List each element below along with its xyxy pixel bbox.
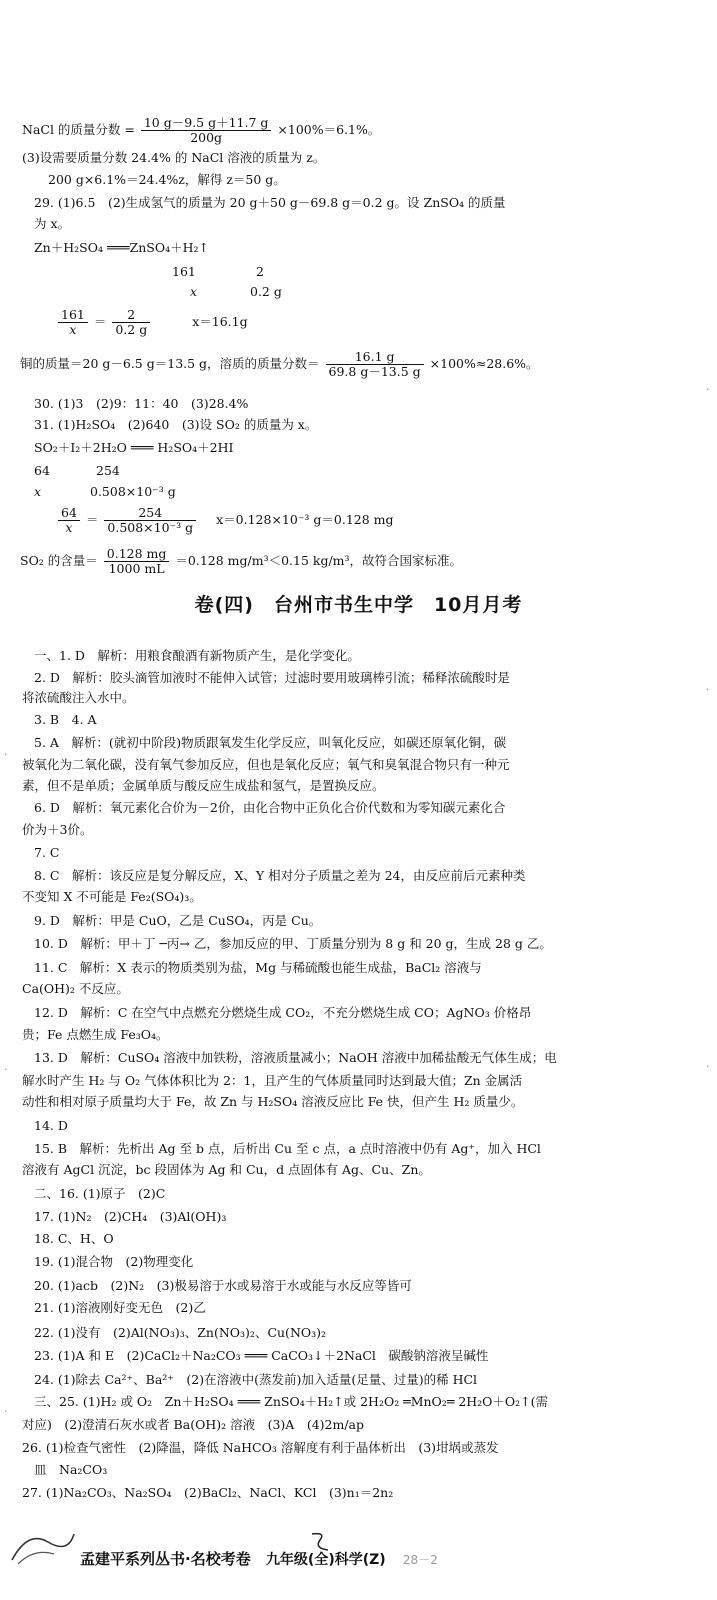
answer-line: 26. (1)检查气密性 (2)降温，降低 NaHCO₃ 溶解度有利于晶体析出 (3)坩埚或蒸发 [22,1440,499,1455]
answer-line: 21. (1)溶液刚好变无色 (2)乙 [34,1300,206,1315]
answer-line: 对应) (2)澄清石灰水或者 Ba(OH)₂ 溶液 (3)A (4)2m/ap [22,1417,364,1432]
q31-proportion: $\frac{64}{x}$ ＝ $\frac{254}{\text{0.508×10⁻³ g}}$ x＝0.128×10⁻³ g＝0.128 mg [56,506,394,535]
answer-line: 解水时产生 H₂ 与 O₂ 气体体积比为 2：1，且产生的气体质量同时达到最大值；Zn 金属活 [22,1073,523,1088]
q28-solve: 200 g×6.1%＝24.4%z，解得 z＝50 g。 [48,172,286,187]
answer-line: 被氧化为二氧化碳，没有氧气参加反应，但也是氧化反应；氧气和臭氧混合物只有一种元 [22,757,510,772]
section-title: 卷(四) 台州市书生中学 10月月考 [194,594,523,616]
q29-proportion: $\frac{161}{x}$ ＝ $\frac{2}{0.2 g}$ x＝16.1g [56,308,248,337]
footer-page-number: 28－2 [402,1553,438,1567]
answer-line: 8. C 解析：该反应是复分解反应，X、Y 相对分子质量之差为 24，由反应前后元素种类 [34,868,526,883]
q31-equation: SO₂＋I₂＋2H₂O ═══ H₂SO₄＋2HI [34,440,234,455]
answer-line: 22. (1)没有 (2)Al(NO₃)₃、Zn(NO₃)₂、Cu(NO₃)₂ [34,1325,327,1340]
q29-equation: Zn＋H₂SO₄ ═══ZnSO₄＋H₂↑ [34,240,209,255]
answer-line: 24. (1)除去 Ca²⁺、Ba²⁺ (2)在溶液中(蒸发前)加入适量(足量、过量)的稀 HCl [34,1372,478,1387]
nacl-fraction: $\frac{10 g-9.5 g+11.7 g}{200g}$ [141,116,272,145]
answer-line: 11. C 解析：X 表示的物质类别为盐，Mg 与稀硫酸也能生成盐，BaCl₂ 溶液与 [34,960,482,975]
q29-line1: 29. (1)6.5 (2)生成氢气的质量为 20 g＋50 g－69.8 g＝0.2 g。设 ZnSO₄ 的质量 [34,195,506,210]
q29-ratio-a1: 161 [172,264,196,279]
q30-line: 30. (1)3 (2)9：11：40 (3)28.4% [34,396,249,411]
answer-line: 贵；Fe 点燃生成 Fe₃O₄。 [22,1027,169,1042]
q31-line1: 31. (1)H₂SO₄ (2)640 (3)设 SO₂ 的质量为 x。 [34,417,318,432]
answer-line: 23. (1)A 和 E (2)CaCl₂＋Na₂CO₃ ═══ CaCO₃↓＋2NaCl 碳酸钠溶液呈碱性 [34,1348,489,1363]
footer-grade: 九年级(全)科学(Z) [265,1552,386,1568]
q31-so2-line: SO₂ 的含量＝ $\frac{0.128 mg}{1000 mL}$ ＝0.128 mg/m³＜0.15 kg/m³，故符合国家标准。 [20,546,463,576]
margin-mark: · [4,748,8,761]
answer-line: 将浓硫酸注入水中。 [22,690,135,705]
answer-line: 12. D 解析：C 在空气中点燃充分燃烧生成 CO₂，不充分燃烧生成 CO；AgNO₃ 价格昂 [34,1005,532,1020]
margin-mark: · [4,1063,8,1076]
answer-line: 一、1. D 解析：用粮食酿酒有新物质产生，是化学变化。 [34,648,360,663]
answer-line: 溶液有 AgCl 沉淀，bc 段固体为 Ag 和 Cu，d 点固体有 Ag、Cu、Zn。 [22,1162,431,1177]
answer-line: 14. D [34,1118,68,1133]
q31-ratio-a2: x [34,484,42,499]
answer-line: 二、16. (1)原子 (2)C [34,1186,166,1201]
answer-line: 6. D 解析：氧元素化合价为－2价，由化合物中正负化合价代数和为零知碳元素化合 [34,800,506,815]
q29-line2: 为 x。 [34,216,71,231]
q28-part3: (3)设需要质量分数 24.4% 的 NaCl 溶液的质量为 z。 [22,150,326,165]
margin-mark: · [4,1405,8,1418]
answer-line: 动性和相对原子质量均大于 Fe，故 Zn 与 H₂SO₄ 溶液反应比 Fe 快，但产生 H₂ 质量少。 [22,1094,524,1109]
answer-line: 27. (1)Na₂CO₃、Na₂SO₄ (2)BaCl₂、NaCl、KCl (3)n₁＝2n₂ [22,1485,394,1500]
q29-ratio-b2: 0.2 g [250,284,282,299]
answer-line: 价为＋3价。 [22,822,93,837]
answer-line: 7. C [34,845,60,860]
nacl-fraction-line: NaCl 的质量分数 = $\frac{10 g-9.5 g+11.7 g}{200g}$ ×100%＝6.1%。 [22,115,381,145]
margin-mark: · [706,683,710,696]
margin-mark: · [706,1060,710,1073]
margin-mark: · [706,383,710,396]
footer [80,1548,438,1569]
q29-copper-line: 铜的质量＝20 g－6.5 g＝13.5 g，溶质的质量分数＝ $\frac{16.1 g}{69.8 g-13.5 g}$ ×100%≈28.6%。 [20,349,539,379]
answer-line: 17. (1)N₂ (2)CH₄ (3)Al(OH)₃ [34,1209,227,1224]
q31-ratio-a1: 64 [34,463,50,478]
answer-line: 5. A 解析：(就初中阶段)物质跟氧发生化学反应，叫氧化反应，如碳还原氧化铜，碳 [34,735,507,750]
q29-ratio-a2: x [190,284,198,299]
answer-line: Ca(OH)₂ 不反应。 [22,981,129,996]
q29-ratio-b1: 2 [256,264,264,279]
answer-line: 素，但不是单质；金属单质与酸反应生成盐和氢气，是置换反应。 [22,778,385,793]
q31-ratio-b2: 0.508×10⁻³ g [90,484,176,499]
answer-line: 9. D 解析：甲是 CuO，乙是 CuSO₄，丙是 Cu。 [34,913,322,928]
answer-line: 20. (1)acb (2)N₂ (3)极易溶于水或易溶于水或能与水反应等皆可 [34,1278,412,1293]
footer-series: 孟建平系列丛书·名校考卷 [80,1550,251,1568]
answer-line: 15. B 解析：先析出 Ag 至 b 点，后析出 Cu 至 c 点，a 点时溶液中仍有 Ag⁺，加入 HCl [34,1141,541,1156]
answer-line: 2. D 解析：胶头滴管加液时不能伸入试管；过滤时要用玻璃棒引流；稀释浓硫酸时是 [34,670,510,685]
answer-line: 三、25. (1)H₂ 或 O₂ Zn＋H₂SO₄ ═══ ZnSO₄＋H₂↑或 2H₂O₂ ═MnO₂═ 2H₂O＋O₂↑(需 [34,1394,549,1409]
answer-line: 皿 Na₂CO₃ [34,1462,108,1477]
answer-line: 3. B 4. A [34,712,97,727]
answer-line: 不变知 X 不可能是 Fe₂(SO₄)₃。 [22,889,202,904]
answer-line: 13. D 解析：CuSO₄ 溶液中加铁粉，溶液质量减小；NaOH 溶液中加稀盐酸无气体生成；电 [34,1050,557,1065]
q31-ratio-b1: 254 [96,463,120,478]
nacl-label: NaCl 的质量分数 = [22,122,135,137]
answer-line: 19. (1)混合物 (2)物理变化 [34,1254,194,1269]
answer-line: 18. C、H、O [34,1231,114,1246]
decorative-swoosh-icon [8,1520,78,1570]
answer-line: 10. D 解析：甲＋丁 ─丙→ 乙，参加反应的甲、丁质量分别为 8 g 和 20 g，生成 28 g 乙。 [34,936,552,951]
